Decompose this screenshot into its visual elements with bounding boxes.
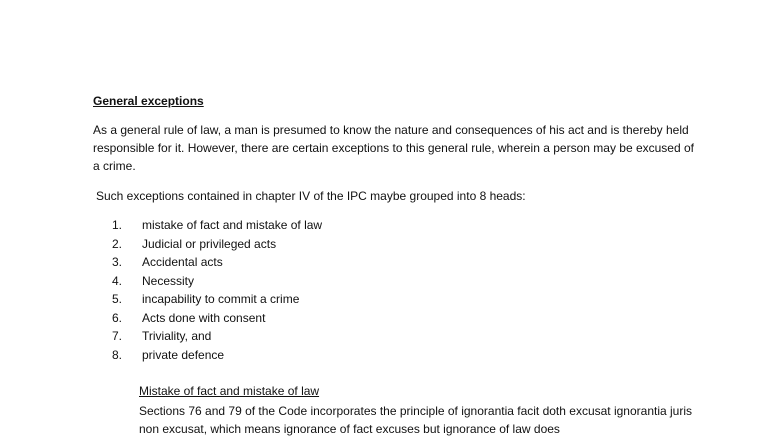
list-item-number: 6. xyxy=(112,310,123,325)
list-item-number: 2. xyxy=(112,236,123,251)
subsection-heading: Mistake of fact and mistake of law xyxy=(139,384,320,398)
list-item-number: 4. xyxy=(112,273,123,288)
list-item xyxy=(112,272,322,291)
list-item xyxy=(112,253,322,272)
subsection-paragraph: Sections 76 and 79 of the Code incorporates the principle of ignorantia facit doth excusat ignorantia juris non excusat, which means ignorance of fact excuses but ignorance of law does xyxy=(139,404,693,436)
exceptions-intro-paragraph: Such exceptions contained in chapter IV of the IPC maybe grouped into 8 heads: xyxy=(96,189,526,203)
list-item-text: incapability to commit a crime xyxy=(142,292,300,306)
list-item xyxy=(112,309,322,328)
list-item-number: 8. xyxy=(112,347,123,362)
list-item-number: 3. xyxy=(112,255,123,269)
list-item-number: 1. xyxy=(112,218,123,232)
list-item-number: 7. xyxy=(112,329,123,343)
list-item-text: Judicial or privileged acts xyxy=(142,236,277,251)
list-item xyxy=(112,346,322,365)
list-item-text: Accidental acts xyxy=(142,255,223,269)
exceptions-list xyxy=(112,216,322,364)
list-item-text: mistake of fact and mistake of law xyxy=(142,218,323,232)
list-item xyxy=(112,235,322,254)
intro-paragraph: As a general rule of law, a man is presumed to know the nature and consequences of his act and is thereby held responsible for it. However, there are certain exceptions to this general rule, wherein a person may be excused of a crime. xyxy=(93,123,694,173)
list-item-number: 5. xyxy=(112,292,123,306)
list-item-text: Necessity xyxy=(142,273,195,288)
list-item-text: Acts done with consent xyxy=(142,310,266,325)
list-item-text: Triviality, and xyxy=(142,329,212,343)
list-item xyxy=(112,290,322,309)
list-item-text: private defence xyxy=(142,347,225,362)
list-item xyxy=(112,327,322,346)
list-item xyxy=(112,216,322,235)
section-heading: General exceptions xyxy=(93,94,204,108)
